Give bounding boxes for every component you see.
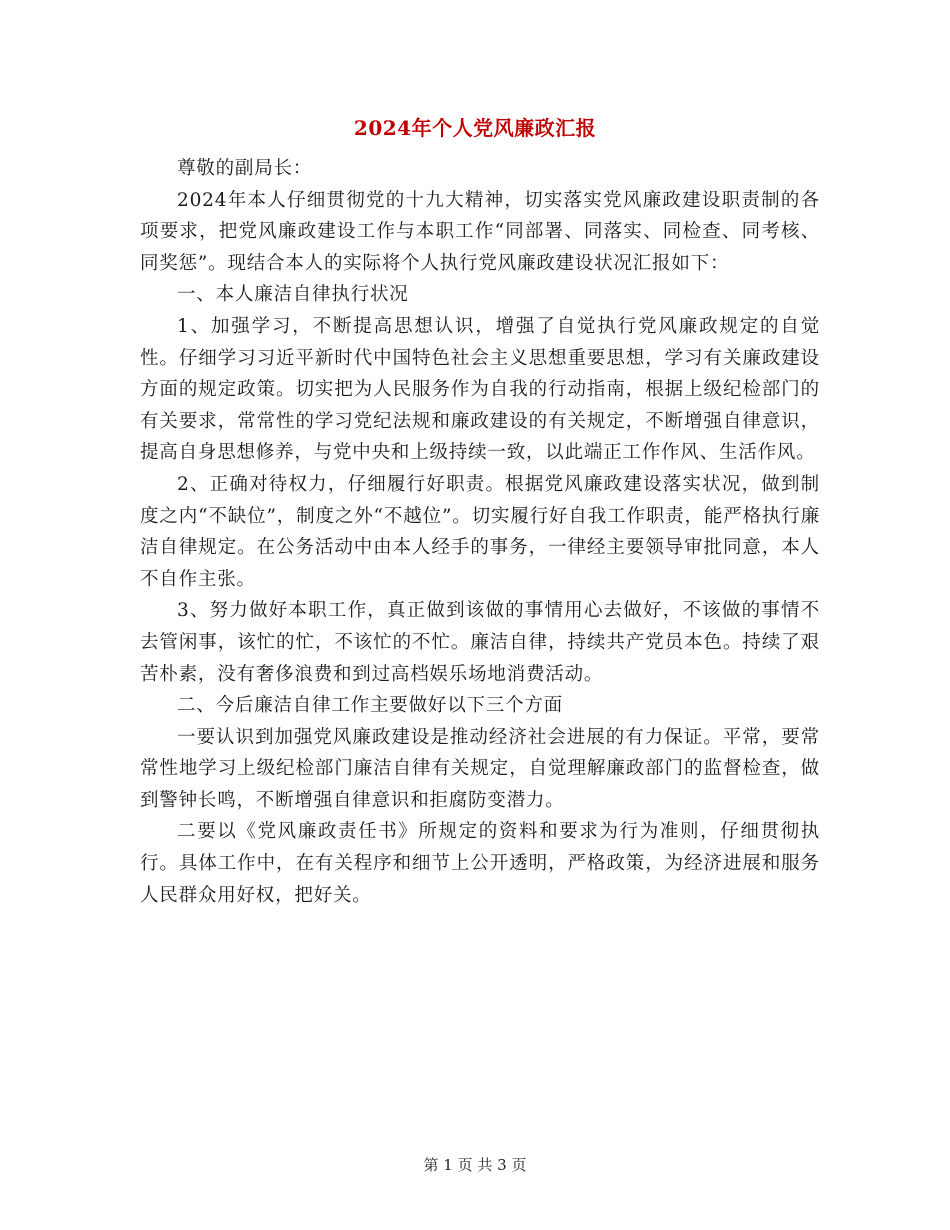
paragraph-item-1: 1、加强学习，不断提高思想认识，增强了自觉执行党风廉政规定的自觉性。仔细学习习近平新时代中国特色社会主义思想重要思想，学习有关廉政建设方面的规定政策。切实把为人民服务作为自我的行动指南，根据上级纪检部门的有关要求，常常性的学习党纪法规和廉政建设的有关规定，不断增强自律意识，提高自身思想修养，与党中央和上级持续一致，以此端正工作作风、生活作风。: [140, 315, 820, 464]
section-heading-1: 一、本人廉洁自律执行状况: [177, 284, 409, 306]
paragraph-item-2: 2、正确对待权力，仔细履行好职责。根据党风廉政建设落实状况，做到制度之内“不缺位”，制度之外“不越位”。切实履行好自我工作职责，能严格执行廉洁自律规定。在公务活动中由本人经手的事务，一律经主要领导审批同意，本人不自作主张。: [140, 473, 820, 590]
paragraph-item-3: 3、努力做好本职工作，真正做到该做的事情用心去做好，不该做的事情不去管闲事，该忙的忙，不该忙的不忙。廉洁自律，持续共产党员本色。持续了艰苦朴素，没有奢侈浪费和到过高档娱乐场地消费活动。: [140, 600, 820, 685]
paragraph-plan-2: 二要以《党风廉政责任书》所规定的资料和要求为行为准则，仔细贯彻执行。具体工作中，在有关程序和细节上公开透明，严格政策，为经济进展和服务人民群众用好权，把好关。: [140, 821, 820, 906]
section-heading-2: 二、今后廉洁自律工作主要做好以下三个方面: [177, 695, 564, 717]
page-number-footer: 第 1 页 共 3 页: [423, 1156, 527, 1174]
paragraph-plan-1: 一要认识到加强党风廉政建设是推动经济社会进展的有力保证。平常，要常常性地学习上级纪检部门廉洁自律有关规定，自觉理解廉政部门的监督检查，做到警钟长鸣，不断增强自律意识和拒腐防变潜力。: [140, 726, 820, 811]
salutation: 尊敬的副局长：: [177, 158, 313, 179]
paragraph-intro: 2024年本人仔细贯彻党的十九大精神，切实落实党风廉政建设职责制的各项要求，把党风廉政建设工作与本职工作“同部署、同落实、同检查、同考核、同奖惩”。现结合本人的实际将个人执行党风廉政建设状况汇报如下：: [140, 189, 820, 274]
document-title: 2024年个人党风廉政汇报: [353, 116, 597, 140]
document-body: [140, 153, 820, 911]
